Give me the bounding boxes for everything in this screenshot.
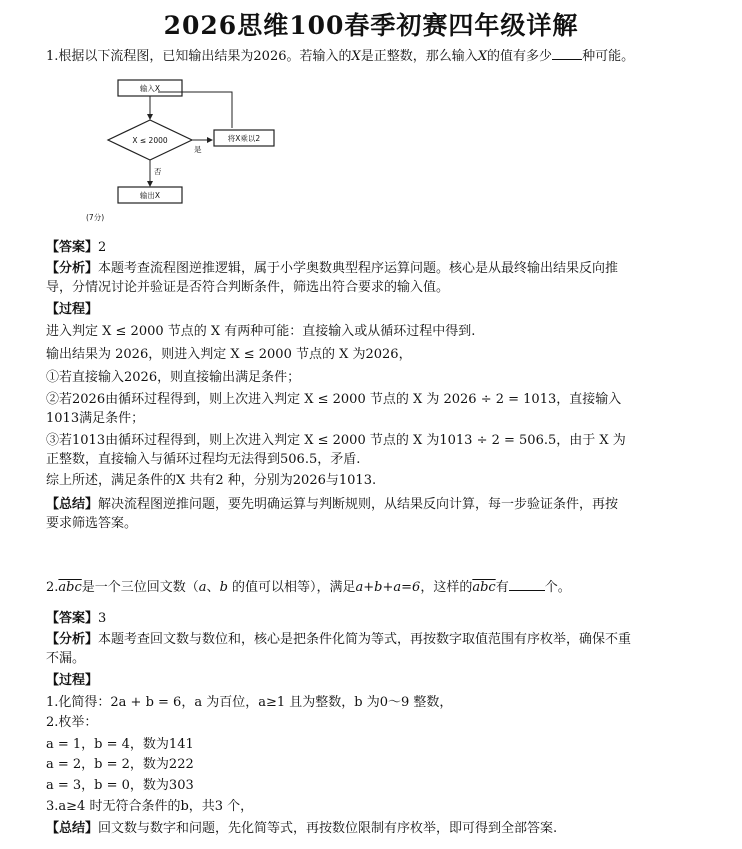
process-tag: 【过程】 — [46, 302, 99, 317]
q1-stem-part: 种可能。 — [582, 49, 635, 64]
q1-answer — [46, 239, 696, 257]
answer-blank — [552, 47, 582, 60]
summary-tag: 【总结】 — [46, 497, 99, 512]
q2-process-line: a = 2，b = 2，数为222 — [46, 757, 194, 772]
page-title: 2026思维100春季初赛四年级详解 — [163, 11, 579, 40]
q2-process-line: 1.化简得：2a + b = 6，a 为百位，a≥1 且为整数，b 为0～9 整数， — [46, 695, 453, 710]
q2-stem-part: 有 — [495, 580, 509, 595]
q2-equation: a+b+a=6 — [355, 580, 421, 595]
q2-abc-overline: $\overline{abc}$ — [58, 580, 82, 595]
q1-process-line: 综上所述，满足条件的X 共有2 种，分别为2026与1013. — [46, 473, 377, 488]
q1-var-x: X — [477, 49, 488, 64]
flow-no-label: 否 — [154, 167, 162, 176]
q2-process-line: 3.a≥4 时无符合条件的b，共3 个， — [46, 799, 254, 814]
flow-output-label: 输出X — [139, 191, 161, 200]
summary-text: 回文数与数字和问题，先化简等式，再按数位限制有序枚举，即可得到全部答案. — [98, 821, 558, 836]
analysis-text: 本题考查流程图逆推逻辑，属于小学奥数典型程序运算问题。核心是从最终输出结果反向推 — [98, 261, 619, 276]
flow-input-label: 输入X — [139, 84, 161, 93]
q2-var-b: b — [219, 580, 228, 595]
q2-stem-part: 个。 — [544, 580, 571, 595]
q1-summary-line — [46, 496, 696, 514]
q2-abc-overline: $\overline{abc}$ — [472, 580, 496, 595]
q1-stem-part: 的值有多少 — [487, 49, 553, 64]
q1-summary-line: 要求筛选答案。 — [46, 516, 138, 531]
q2-stem-part: ，这样的 — [420, 580, 473, 595]
q2-summary-line — [46, 820, 696, 838]
answer-tag: 【答案】 — [46, 240, 99, 255]
q1-process-tag — [46, 301, 696, 319]
q1-process-line: ②若2026由循环过程得到，则上次进入判定 X ≤ 2000 节点的 X 为 2026 ÷ 2 = 1013，直接输入 — [46, 392, 622, 407]
answer-value: 2 — [98, 240, 107, 255]
q2-stem-part: 、 — [206, 580, 220, 595]
analysis-tag: 【分析】 — [46, 632, 99, 647]
q1-var-x: X — [351, 49, 361, 64]
q1-process-line: 正整数，直接输入与循环过程均无法得到506.5，矛盾. — [46, 452, 361, 467]
analysis-text: 本题考查回文数与数位和，核心是把条件化简为等式，再按数字取值范围有序枚举，确保不重 — [98, 632, 632, 647]
q2-var-a: a — [198, 580, 207, 595]
answer-tag: 【答案】 — [46, 611, 99, 626]
q2-stem-part: 的值可以相等），满足 — [227, 580, 356, 595]
q1-stem-part: 是正整数，那么输入 — [360, 49, 478, 64]
q2-process-tag — [46, 672, 696, 690]
summary-text: 解决流程图逆推问题，要先明确运算与判断规则，从结果反向计算，每一步验证条件，再按 — [98, 497, 619, 512]
q1-stem-part: 1.根据以下流程图，已知输出结果为2026。若输入的 — [46, 49, 352, 64]
q2-stem — [46, 578, 696, 597]
q2-analysis-line — [46, 631, 696, 649]
flowchart — [86, 74, 288, 224]
q1-stem — [46, 47, 696, 66]
q1-process-line: 输出结果为 2026，则进入判定 X ≤ 2000 节点的 X 为2026， — [46, 347, 412, 362]
q2-process-line: a = 1，b = 4，数为141 — [46, 737, 194, 752]
flow-score-label: (7分) — [86, 213, 105, 222]
q2-answer — [46, 610, 696, 628]
q2-stem-part: 2. — [46, 580, 59, 595]
q2-process-line: 2.枚举： — [46, 715, 98, 730]
q2-analysis-line: 不漏。 — [46, 651, 86, 666]
q2-process-line: a = 3，b = 0，数为303 — [46, 778, 194, 793]
process-tag: 【过程】 — [46, 673, 99, 688]
q1-analysis-line: 导，分情况讨论并验证是否符合判断条件，筛选出符合要求的输入值。 — [46, 280, 450, 295]
q1-process-line: 1013满足条件； — [46, 411, 145, 426]
flow-yes-label: 是 — [194, 145, 202, 154]
answer-value: 3 — [98, 611, 107, 626]
analysis-tag: 【分析】 — [46, 261, 99, 276]
q1-analysis-line — [46, 260, 696, 278]
flow-condition-label: X ≤ 2000 — [132, 136, 168, 145]
summary-tag: 【总结】 — [46, 821, 99, 836]
flow-loop-line — [158, 92, 232, 128]
q1-process-line: ①若直接输入2026，则直接输出满足条件； — [46, 370, 301, 385]
q2-stem-part: 是一个三位回文数（ — [81, 580, 199, 595]
q1-process-line: 进入判定 X ≤ 2000 节点的 X 有两种可能：直接输入或从循环过程中得到. — [46, 324, 476, 339]
answer-blank — [509, 578, 545, 591]
q1-process-line: ③若1013由循环过程得到，则上次进入判定 X ≤ 2000 节点的 X 为1013 ÷ 2 = 506.5，由于 X 为 — [46, 433, 626, 448]
flow-process-label: 将X乘以2 — [227, 134, 261, 143]
